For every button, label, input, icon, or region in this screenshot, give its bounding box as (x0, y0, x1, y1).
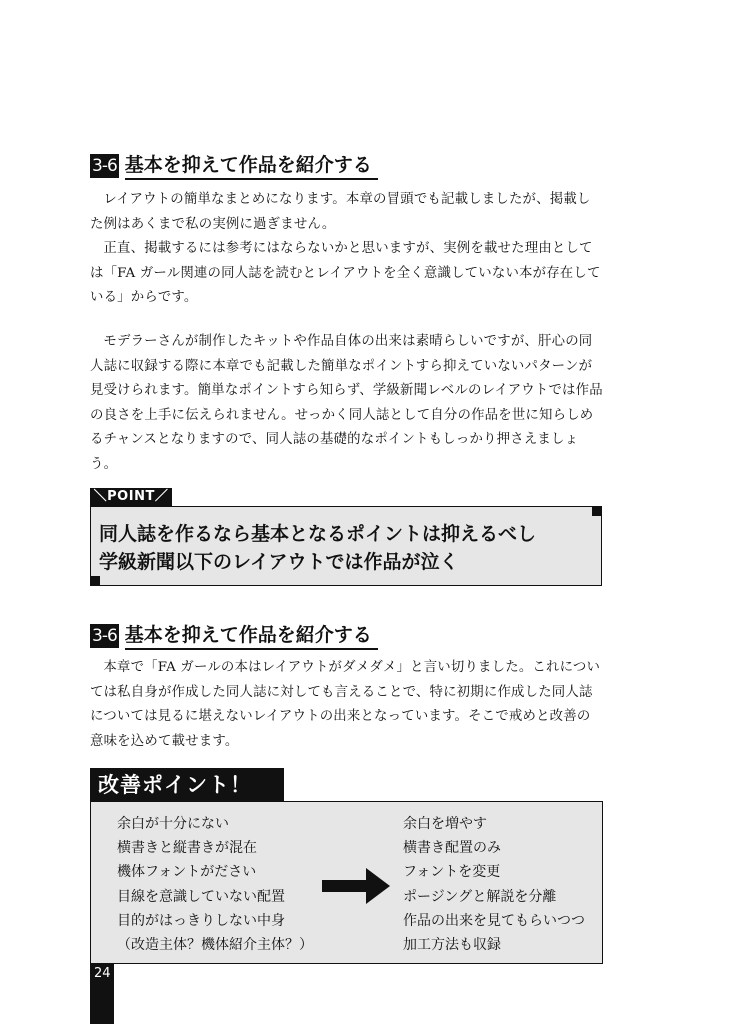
section-heading (90, 152, 378, 180)
after-item: 横書き配置のみ (403, 840, 501, 857)
improvement-title: 改善ポイント！ (90, 768, 284, 802)
body-paragraph: 本章で「FA ガールの本はレイアウトがダメダメ」と言い切りました。これについては私自身が作成した同人誌に対しても言えることで、特に初期に作成した同人誌については見るに堪えないレイアウトの出来となっています。そこで戒めと改善の意味を込めて載せます。 (90, 660, 601, 749)
corner-mark (592, 506, 602, 516)
before-item: 目的がはっきりしない中身 (117, 912, 285, 929)
before-item: 横書きと縦書きが混在 (117, 840, 257, 857)
after-item: フォントを変更 (403, 864, 501, 881)
before-item: 余白が十分にない (117, 816, 229, 832)
after-item: 余白を増やす (403, 816, 487, 832)
right-arrow-icon (322, 866, 392, 906)
improvement-box (90, 801, 603, 964)
corner-mark (90, 576, 100, 586)
section-heading (90, 622, 378, 650)
section-number: 3-6 (92, 626, 117, 646)
body-paragraph: レイアウトの簡単なまとめになります。本章の冒頭でも記載しましたが、掲載した例はあくまで私の実例に過ぎません。 (90, 192, 591, 232)
point-line: 学級新聞以下のレイアウトでは作品が泣く (99, 551, 459, 573)
after-item: 作品の出来を見てもらいつつ (403, 912, 585, 929)
before-item: （改造主体？機体紹介主体？） (117, 937, 313, 954)
after-list (403, 812, 585, 957)
body-paragraph: モデラーさんが制作したキットや作品自体の出来は素晴らしいですが、肝心の同人誌に収録する際に本章でも記載した簡単なポイントすら抑えていないパターンが見受けられます。簡単なポイントすら知らず、学級新聞レベルのレイアウトでは作品の良さを上手に伝えられません。せっかく同人誌として自分の作品を世に知らしめるチャンスとなりますので、同人誌の基礎的なポイントもしっかり押さえましょう。 (90, 334, 603, 472)
point-label: ＼POINT／ (90, 488, 172, 506)
page-number: 24 (94, 966, 111, 981)
point-line: 同人誌を作るなら基本となるポイントは抑えるべし (99, 523, 537, 545)
body-paragraph: 正直、掲載するには参考にはならないかと思いますが、実例を載せた理由としては「FA ガール関連の同人誌を読むとレイアウトを全く意識していない本が存在している」からです。 (90, 241, 601, 306)
section-title: 基本を抑えて作品を紹介する (125, 152, 378, 180)
after-item: ポージングと解説を分離 (403, 888, 557, 905)
after-item: 加工方法も収録 (403, 937, 501, 954)
before-list (117, 812, 313, 957)
before-item: 目線を意識していない配置 (117, 888, 285, 905)
section-title: 基本を抑えて作品を紹介する (125, 622, 378, 650)
before-item: 機体フォントがださい (117, 864, 257, 881)
point-box (90, 506, 602, 586)
section-number: 3-6 (92, 156, 117, 176)
